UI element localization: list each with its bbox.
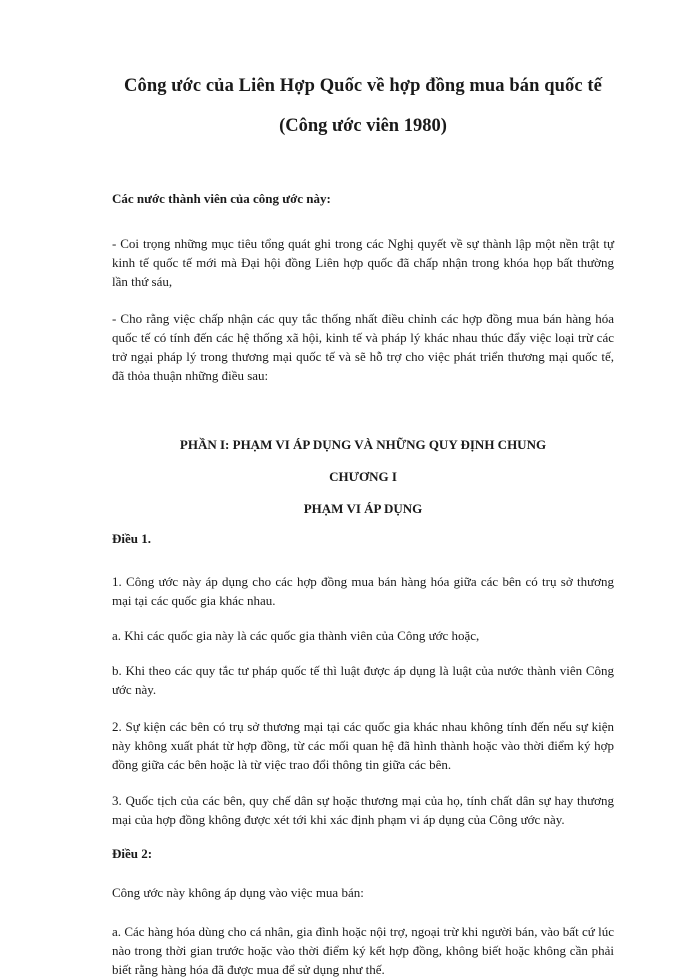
preamble-paragraph: - Cho rằng việc chấp nhận các quy tắc thống nhất điều chỉnh các hợp đồng mua bán hàng hóa quốc tế có tính đến các hệ thống xã hội, kinh tế và pháp lý khác nhau thúc đẩy việc loại trừ các trở ngại pháp lý trong thương mại quốc tế và sẽ hỗ trợ cho việc phát triển thương mại quốc tế, đã thỏa thuận những điều sau: (112, 311, 614, 383)
article-2-label: Điều 2: (112, 846, 153, 861)
article-1-clause-3: 3. Quốc tịch của các bên, quy chế dân sự hoặc thương mại của họ, tính chất dân sự hay thương mại của hợp đồng không được xét tới khi xác định phạm vi áp dụng của Công ước này. (112, 793, 614, 827)
article-1-clause-b: b. Khi theo các quy tắc tư pháp quốc tế thì luật được áp dụng là luật của nước thành viên Công ước này. (112, 663, 614, 697)
article-2-clause-a: a. Các hàng hóa dùng cho cá nhân, gia đình hoặc nội trợ, ngoại trừ khi người bán, vào bất cứ lúc nào trong thời gian trước hoặc vào thời điểm ký kết hợp đồng, không biết hoặc không cần phải biết rằng hàng hóa đã được mua để sử dụng như thế. (112, 924, 614, 977)
chapter-heading: CHƯƠNG I (329, 469, 397, 484)
preamble-paragraph: - Coi trọng những mục tiêu tổng quát ghi trong các Nghị quyết về sự thành lập một nền trật tự kinh tế quốc tế mới mà Đại hội đồng Liên hợp quốc đã chấp nhận trong khóa họp bất thường lần thứ sáu, (112, 236, 614, 289)
preamble-label: Các nước thành viên của công ước này: (112, 191, 331, 206)
article-1-label: Điều 1. (112, 531, 151, 546)
article-1-clause-1: 1. Công ước này áp dụng cho các hợp đồng mua bán hàng hóa giữa các bên có trụ sở thương mại tại các quốc gia khác nhau. (112, 574, 614, 608)
document-subtitle: (Công ước viên 1980) (279, 116, 447, 136)
document-title: Công ước của Liên Hợp Quốc về hợp đồng mua bán quốc tế (124, 76, 602, 96)
scope-heading: PHẠM VI ÁP DỤNG (303, 501, 423, 516)
part-heading: PHẦN I: PHẠM VI ÁP DỤNG VÀ NHỮNG QUY ĐỊNH CHUNG (179, 437, 547, 452)
article-1-clause-2: 2. Sự kiện các bên có trụ sở thương mại tại các quốc gia khác nhau không tính đến nếu sự kiện này không xuất phát từ hợp đồng, từ các mối quan hệ đã hình thành hoặc vào thời điểm ký hợp đồng giữa các bên hoặc là từ việc trao đổi thông tin giữa các bên. (112, 719, 614, 772)
article-2-intro: Công ước này không áp dụng vào việc mua bán: (112, 885, 364, 900)
article-1-clause-a: a. Khi các quốc gia này là các quốc gia thành viên của Công ước hoặc, (112, 628, 480, 643)
